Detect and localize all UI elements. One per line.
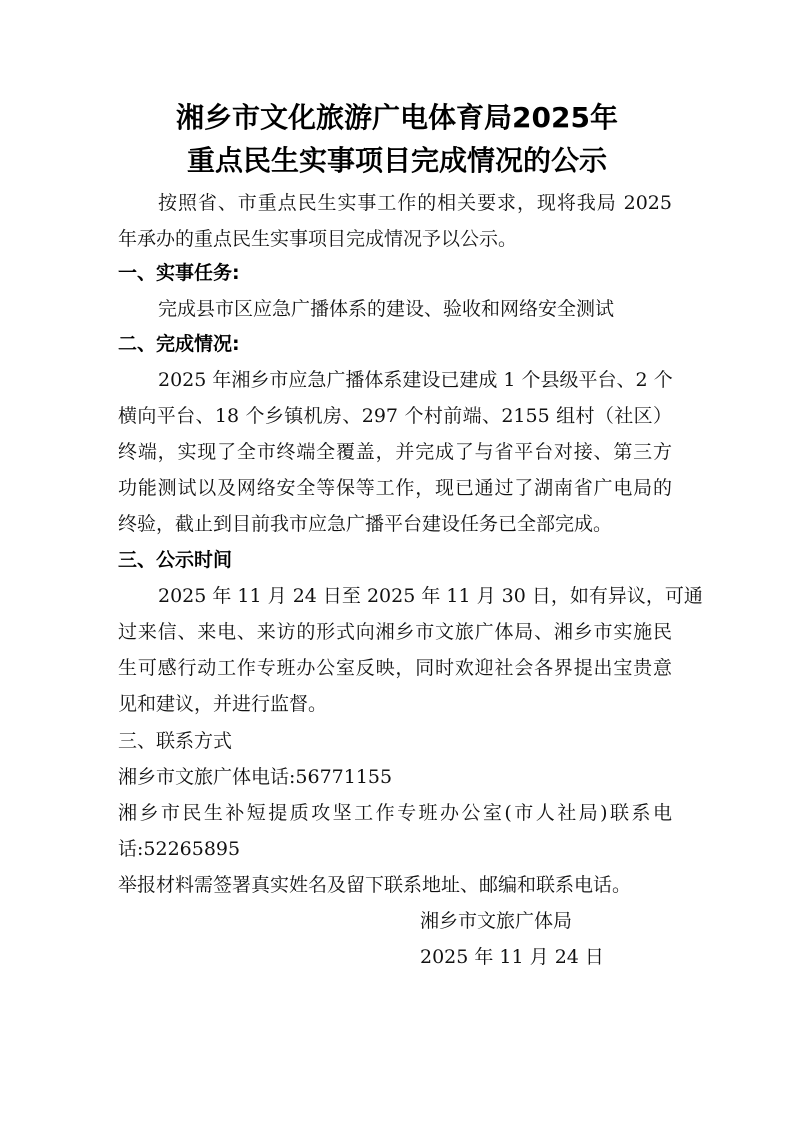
contact-line-1: 湘乡市文旅广体电话:56771155 — [118, 766, 393, 788]
contact-line-3: 话:52265895 — [118, 838, 241, 860]
period-line-1: 2025 年 11 月 24 日至 2025 年 11 月 30 日，如有异议，可通 — [158, 585, 703, 607]
task-line-1: 完成县市区应急广播体系的建设、验收和网络安全测试 — [158, 298, 615, 320]
period-line-3: 生可感行动工作专班办公室反映，同时欢迎社会各界提出宝贵意 — [118, 657, 672, 679]
signature-org: 湘乡市文旅广体局 — [420, 910, 573, 932]
contact-line-2: 湘乡市民生补短提质攻坚工作专班办公室(市人社局)联系电 — [118, 802, 672, 824]
status-line-2: 横向平台、18 个乡镇机房、297 个村前端、2155 组村（社区） — [118, 405, 672, 427]
status-line-4: 功能测试以及网络安全等保等工作，现已通过了湖南省广电局的 — [118, 477, 672, 499]
section-heading-period: 三、公示时间 — [118, 549, 233, 571]
section-heading-contact: 三、联系方式 — [118, 730, 233, 752]
status-line-3: 终端，实现了全市终端全覆盖，并完成了与省平台对接、第三方 — [118, 441, 672, 463]
intro-line-1: 按照省、市重点民生实事工作的相关要求，现将我局 2025 — [158, 192, 672, 214]
period-line-4: 见和建议，并进行监督。 — [118, 693, 328, 715]
section-heading-task: 一、实事任务: — [118, 262, 240, 284]
section-heading-status: 二、完成情况: — [118, 333, 240, 355]
status-line-1: 2025 年湘乡市应急广播体系建设已建成 1 个县级平台、2 个 — [158, 369, 673, 391]
title-line-2: 重点民生实事项目完成情况的公示 — [186, 144, 607, 177]
signature-date: 2025 年 11 月 24 日 — [420, 946, 604, 968]
intro-line-2: 年承办的重点民生实事项目完成情况予以公示。 — [118, 228, 518, 250]
contact-line-4: 举报材料需签署真实姓名及留下联系地址、邮编和联系电话。 — [118, 874, 632, 896]
period-line-2: 过来信、来电、来访的形式向湘乡市文旅广体局、湘乡市实施民 — [118, 621, 672, 643]
status-line-5: 终验，截止到目前我市应急广播平台建设任务已全部完成。 — [118, 513, 613, 535]
title-line-1: 湘乡市文化旅游广电体育局2025年 — [176, 101, 618, 134]
